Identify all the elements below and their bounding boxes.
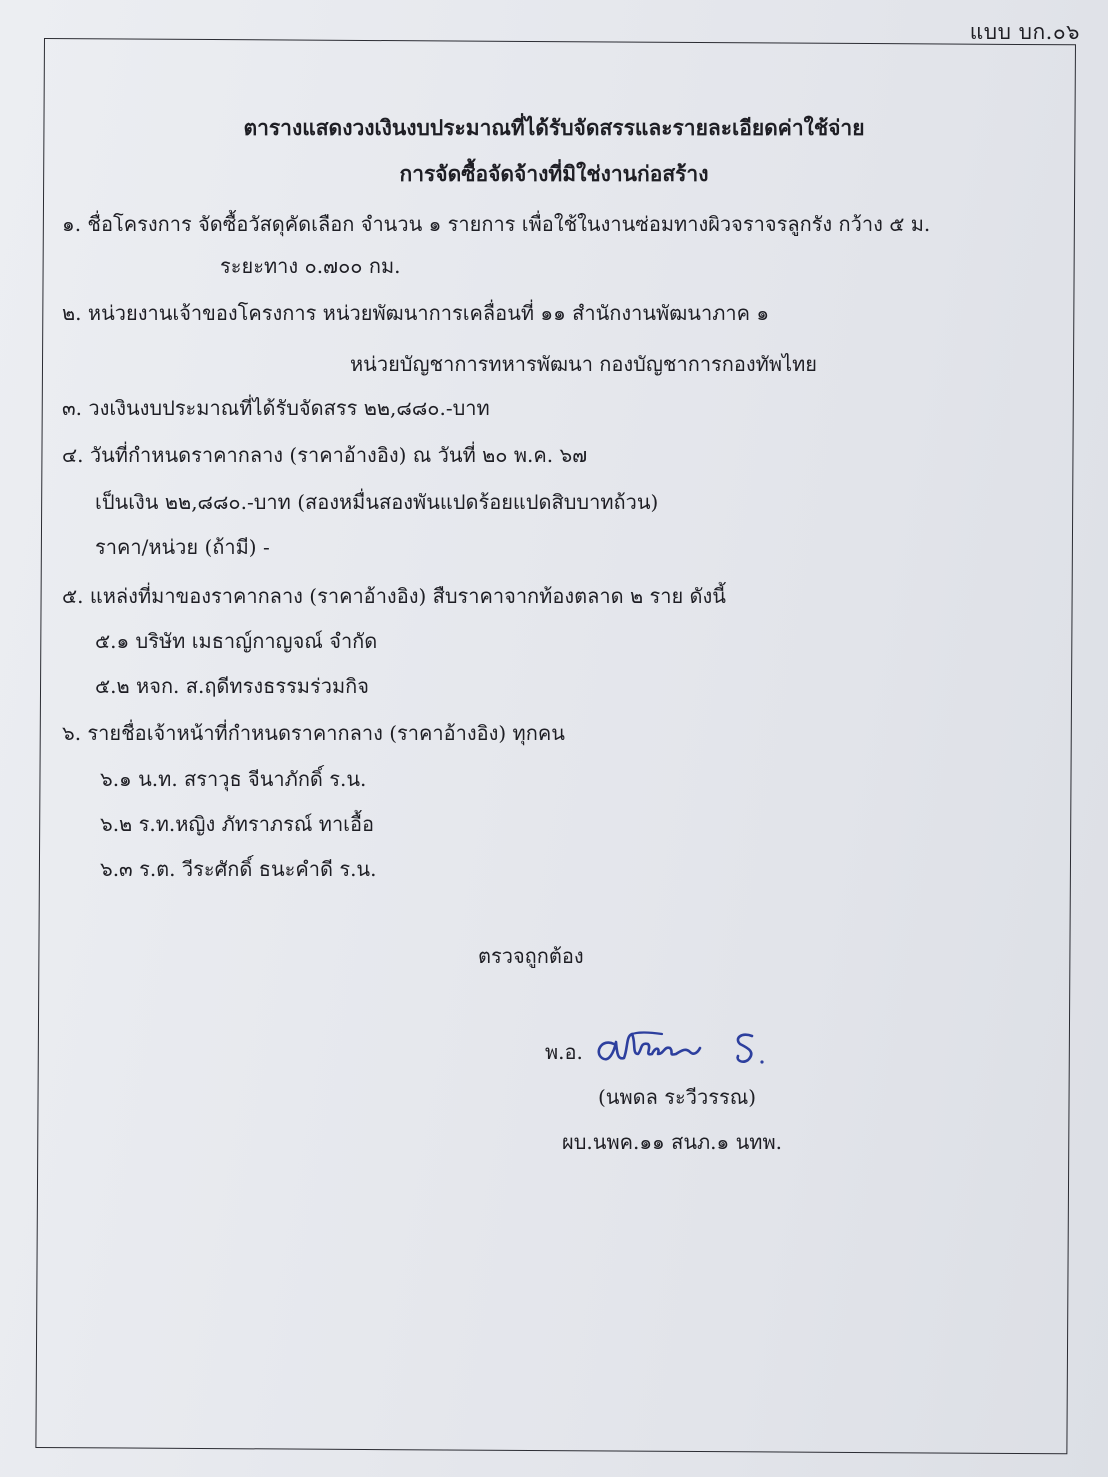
item4-unit-price: ราคา/หน่วย (ถ้ามี) - (95, 535, 270, 559)
item1-project-name: ๑. ชื่อโครงการ จัดซื้อวัสดุคัดเลือก จำนวน ๑ รายการ เพื่อใช้ในงานซ่อมทางผิวจราจรลูกรัง กว้าง ๕ ม. (62, 212, 931, 236)
document-title-line1: ตารางแสดงวงเงินงบประมาณที่ได้รับจัดสรรและรายละเอียดค่าใช้จ่าย (243, 115, 865, 140)
item6-official-1: ๖.๑ น.ท. สราวุธ จีนาภักดิ์ ร.น. (100, 767, 367, 791)
item2-owner-unit: ๒. หน่วยงานเจ้าของโครงการ หน่วยพัฒนาการเคลื่อนที่ ๑๑ สำนักงานพัฒนาภาค ๑ (62, 301, 770, 325)
item5-source-2: ๕.๒ หจก. ส.ฤดีทรงธรรมร่วมกิจ (95, 674, 369, 698)
document-title-line2: การจัดซื้อจัดจ้างที่มิใช่งานก่อสร้าง (399, 161, 709, 186)
item6-official-3: ๖.๓ ร.ต. วีระศักดิ์ ธนะคำดี ร.น. (100, 857, 377, 881)
form-code: แบบ บก.๐๖ (969, 20, 1080, 44)
item5-source-1: ๕.๑ บริษัท เมธาญ์กาญจณ์ จำกัด (95, 629, 378, 653)
item4-reference-date: ๔. วันที่กำหนดราคากลาง (ราคาอ้างอิง) ณ วันที่ ๒๐ พ.ค. ๖๗ (62, 443, 588, 467)
verified-label: ตรวจถูกต้อง (478, 944, 584, 968)
item5-price-sources: ๕. แหล่งที่มาของราคากลาง (ราคาอ้างอิง) สืบราคาจากท้องตลาด ๒ ราย ดังนี้ (62, 584, 726, 608)
signatory-name: (นพดล ระวีวรรณ) (598, 1085, 757, 1109)
item3-budget: ๓. วงเงินงบประมาณที่ได้รับจัดสรร ๒๒,๘๘๐.-บาท (62, 396, 490, 420)
signatory-rank: พ.อ. (545, 1040, 583, 1064)
item2-owner-command: หน่วยบัญชาการทหารพัฒนา กองบัญชาการกองทัพไทย (350, 352, 818, 376)
item4-amount: เป็นเงิน ๒๒,๘๘๐.-บาท (สองหมื่นสองพันแปดร้อยแปดสิบบาทถ้วน) (95, 490, 659, 514)
item1-distance: ระยะทาง ๐.๗๐๐ กม. (220, 254, 401, 278)
item6-official-2: ๖.๒ ร.ท.หญิง ภัทราภรณ์ ทาเอื้อ (100, 812, 375, 836)
handwritten-signature (592, 1024, 772, 1074)
signatory-position: ผบ.นพค.๑๑ สนภ.๑ นทพ. (562, 1130, 782, 1154)
item6-officials: ๖. รายชื่อเจ้าหน้าที่กำหนดราคากลาง (ราคาอ้างอิง) ทุกคน (62, 721, 565, 745)
